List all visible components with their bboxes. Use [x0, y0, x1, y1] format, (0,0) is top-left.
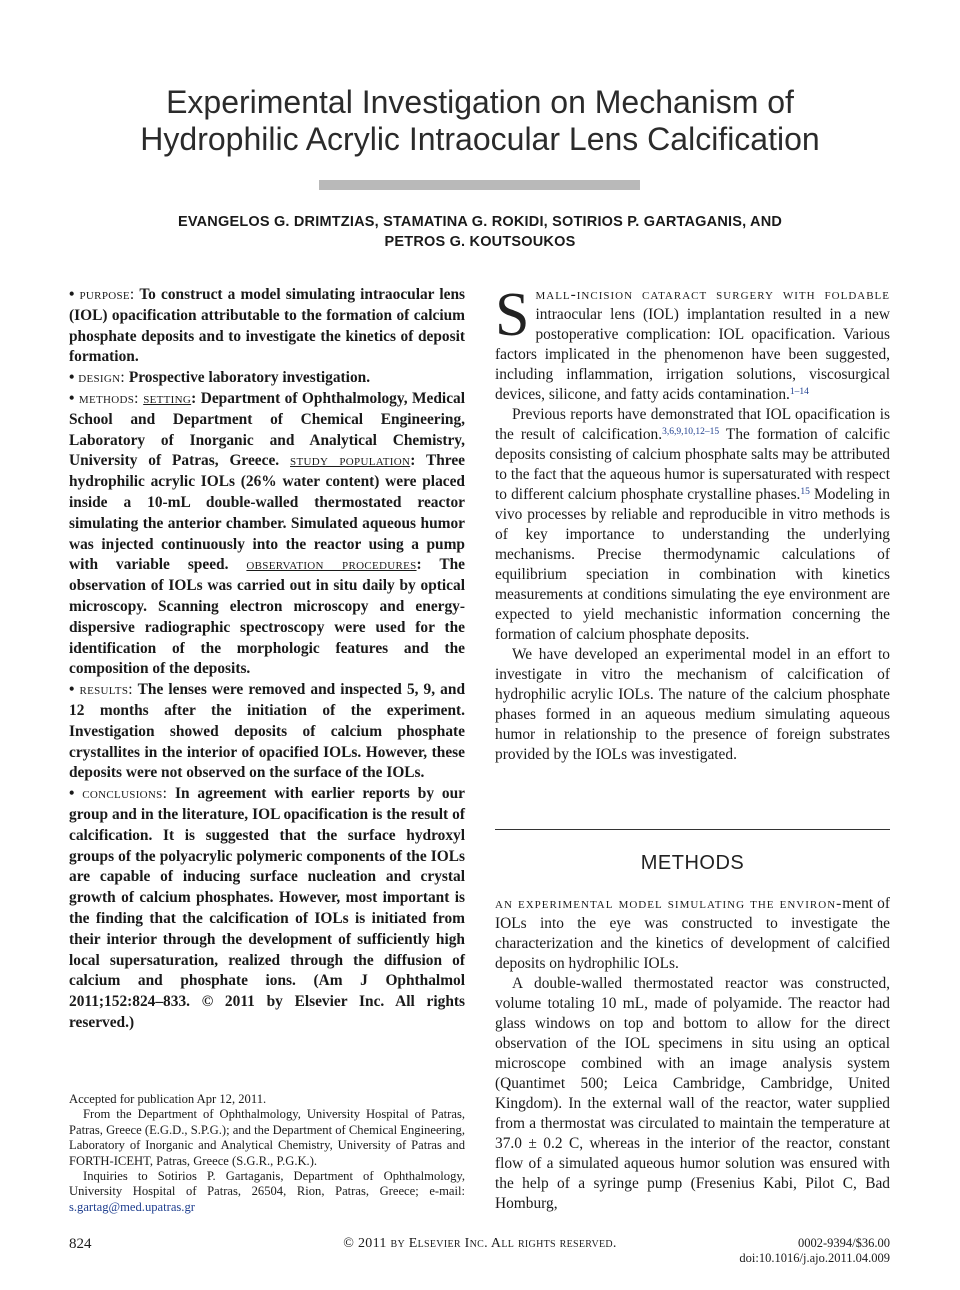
observation-text: : The observation of IOLs was carried out in situ daily by optical microscopy. Scanning electron microscopy and energy-dispersive radiographic spectroscopy were used for the identification of the morphologic features and the composition of the deposits.	[69, 556, 465, 678]
methods-heading: METHODS	[640, 852, 745, 874]
setting-label: setting	[143, 389, 192, 407]
bullet-icon: •	[69, 286, 75, 303]
footnote-affiliation: From the Department of Ophthalmology, University Hospital of Patras, Patras, Greece (E.G.D., S.P.G.); and the Department of Chemical Engineering, Laboratory of Inorganic and Analytical Chemistry, University of Patras and FORTH-ICEHT, Patras, Greece (S.G.R., P.G.K.).	[69, 1107, 465, 1168]
article-title	[60, 84, 900, 158]
methods-lead-in: an experimental model simulating the environ-	[495, 895, 843, 912]
methods-label: methods:	[78, 389, 139, 407]
bullet-icon: •	[69, 681, 75, 699]
authors-line: PETROS G. KOUTSOUKOS	[384, 234, 576, 250]
results-text: The lenses were removed and inspected 5, 9, and 12 months after the initiation of the experiment. Investigation showed deposits of calcium phosphate crystallites in the interior of opacified IOLs. However, these deposits were not observed on the surface of the IOLs.	[69, 681, 465, 782]
study-population-label: study population	[290, 452, 411, 470]
bullet-icon: •	[69, 389, 75, 407]
footnote-accepted: Accepted for publication Apr 12, 2011.	[69, 1092, 267, 1106]
intro-paragraph: We have developed an experimental model in an effort to investigate in vitro the mechanism of calcification of hydrophilic acrylic IOLs. The nature of the calcium phosphate phases formed in an aqueous medium simulating aqueous humor in relationship to the presence of foreign substrates provided by the IOLs was investigated.	[495, 646, 890, 763]
conclusions-label: conclusions:	[82, 785, 168, 803]
reference-link[interactable]: 15	[800, 487, 810, 497]
study-population-text: : Three hydrophilic acrylic IOLs (26% water content) were placed inside a 10-mL double-walled thermostated reactor simulating the anterior chamber. Simulated aqueous humor was injected continuously into the reactor using a pump with variable speed.	[69, 452, 465, 574]
bullet-icon: •	[69, 785, 75, 803]
abstract-purpose	[69, 285, 465, 368]
doi-link[interactable]: doi:10.1016/j.ajo.2011.04.009	[739, 1251, 890, 1265]
title-divider-bar	[319, 180, 640, 190]
abstract	[69, 285, 465, 1034]
design-label: design:	[78, 369, 125, 387]
intro-text: Modeling in vivo processes by reliable and reproducible in vitro methods is of key importance to understanding the underlying mechanisms. Precise thermodynamic calculations of equilibrium speciation in combination with kinetics measurements at conditions simulating the eye environment are expected to yield mechanistic information concerning the formation of calcium phosphate deposits.	[495, 486, 890, 643]
results-label: results:	[79, 681, 133, 699]
intro-lead-in: mall-incision cataract surgery with foldable	[535, 286, 890, 303]
title-line: Hydrophilic Acrylic Intraocular Lens Calcification	[140, 121, 820, 157]
copyright-notice: © 2011 by Elsevier Inc. All rights reserved.	[343, 1236, 617, 1251]
email-link[interactable]: s.gartag@med.upatras.gr	[69, 1199, 195, 1214]
article-footnote	[69, 1092, 465, 1215]
issn: 0002-9394/$36.00	[797, 1236, 890, 1250]
authors-line: EVANGELOS G. DRIMTZIAS, STAMATINA G. ROKIDI, SOTIRIOS P. GARTAGANIS, AND	[177, 214, 783, 230]
observation-label: observation procedures	[246, 556, 417, 574]
abstract-results	[69, 680, 465, 784]
abstract-conclusions	[69, 784, 465, 1034]
conclusions-text: In agreement with earlier reports by our group and in the literature, IOL opacification is the result of calcification. It is suggested that the surface hydroxyl groups of the polyacrylic polymeric components of the IOLs are capable of inducing surface nucleation and crystal growth of calcium phosphates. However, most important is the finding that the calcification of IOLs is initiated from their interior through the development of sufficiently high local supersaturation, realized through the diffusion of calcium and phosphate ions. (Am J Ophthalmol 2011;152:824–833. © 2011 by Elsevier Inc. All rights reserved.)	[69, 785, 465, 1031]
section-divider	[495, 829, 890, 830]
issn-doi	[739, 1236, 890, 1266]
intro-text: The formation of calcific deposits consisting of calcium phosphate salts may be attributed to the fact that the aqueous humor is supersaturated with respect to different calcium phosphate crystalline phases.	[495, 426, 890, 503]
footnote-inquiries	[69, 1169, 465, 1215]
purpose-text: To construct a model simulating intraocular lens (IOL) opacification attributable to the formation of calcium phosphate deposits and to investigate the kinetics of deposit formation.	[69, 286, 465, 366]
methods-text: ment of IOLs into the eye was constructed to investigate the characterization and the kinetics of development of calcified deposits on hydrophilic IOLs.	[495, 895, 890, 972]
intro-text: Previous reports have demonstrated that IOL opacification is the result of calcification.	[495, 406, 890, 443]
bullet-icon: •	[69, 369, 75, 387]
drop-cap: S	[495, 281, 530, 349]
methods-paragraph: A double-walled thermostated reactor was constructed, volume totaling 10 mL, made of polyamide. The reactor had glass windows on top and bottom to allow for the direct observation of the IOL specimens in situ using an optical microscope combined with an image analysis system (Quantimet 500; Leica Cambridge, Cambridge, United Kingdom). In the external wall of the reactor, water supplied from a thermostat was circulated to maintain the temperature at 37.0 ± 0.2 C, whereas in the interior of the reactor, constant flow of a simulated aqueous humor solution was ensured with the help of a syringe pump (Fresenius Kabi, Pilot C, Bad Homburg,	[495, 975, 890, 1212]
setting-text: : Department of Ophthalmology, Medical School and Department of Chemical Engineering, Laboratory of Inorganic and Analytical Chemistry, University of Patras, Greece.	[69, 389, 465, 470]
design-text: Prospective laboratory investigation.	[124, 369, 371, 387]
intro-text: intraocular lens (IOL) implantation resulted in a new postoperative complication: IOL opacification. Various factors implicated in the phenomenon have been suggested, including inflammation, irrigation solutions, viscosurgical devices, silicone, and fatty acids contamination.	[495, 306, 890, 403]
methods-paragraph	[495, 894, 890, 974]
author-list	[60, 212, 900, 252]
title-line: Experimental Investigation on Mechanism of	[166, 84, 794, 120]
reference-link[interactable]: 1–14	[789, 387, 809, 397]
methods-section	[495, 894, 890, 1214]
reference-link[interactable]: 3,6,9,10,12–15	[662, 427, 720, 437]
inquiries-text: Inquiries to Sotirios P. Gartaganis, Department of Ophthalmology, University Hospital of Patras, 26504, Rion, Patras, Greece; e-mail:	[69, 1169, 465, 1199]
intro-paragraph	[495, 405, 890, 645]
introduction	[495, 281, 890, 765]
abstract-design	[69, 368, 465, 389]
intro-paragraph	[495, 281, 890, 405]
page-number: 824	[69, 1236, 92, 1252]
purpose-label: purpose:	[79, 286, 135, 303]
abstract-methods	[69, 389, 465, 680]
